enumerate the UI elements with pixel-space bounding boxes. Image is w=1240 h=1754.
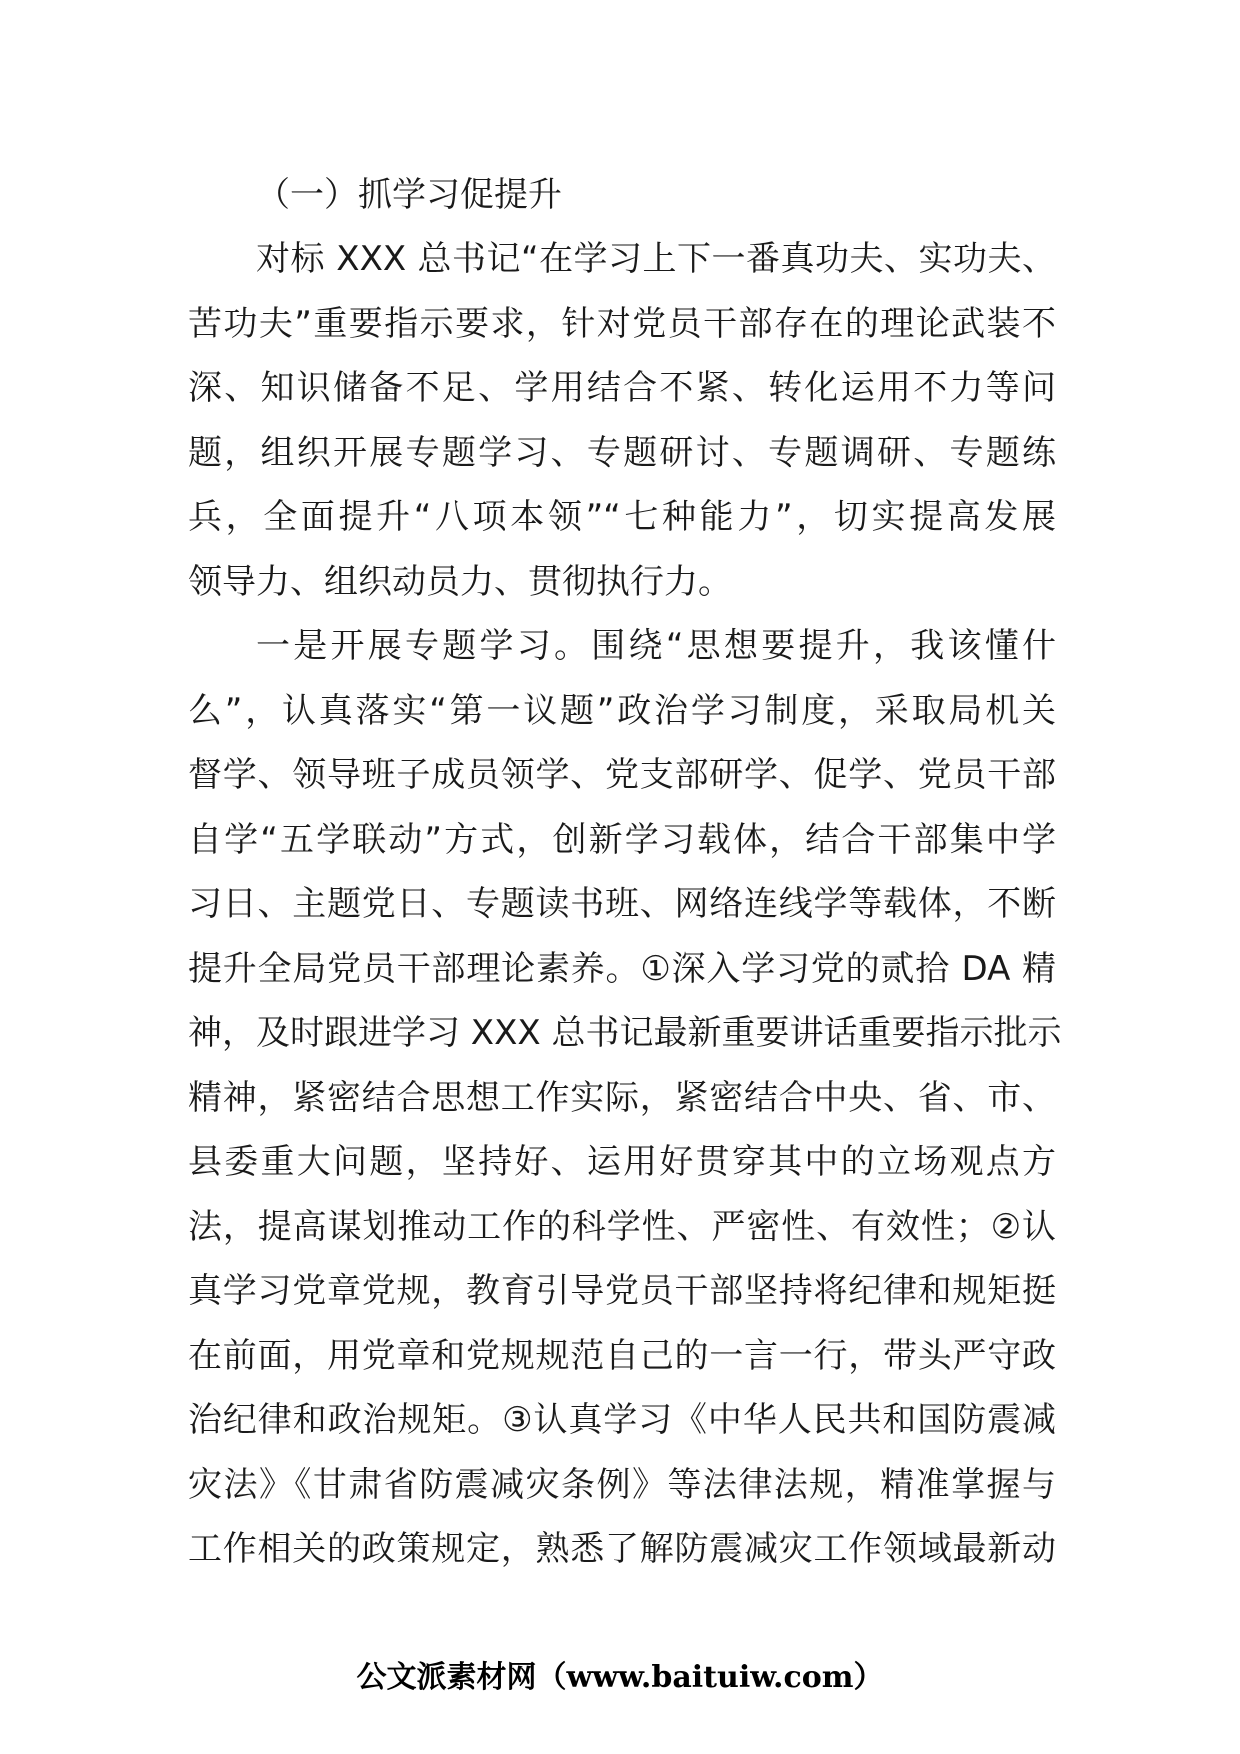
- paragraph-intro: [188, 227, 1056, 614]
- text-line: 对标 XXX 总书记“在学习上下一番真功夫、实功夫、: [256, 239, 1056, 279]
- document-body: [188, 163, 1062, 1582]
- text-line: 治纪律和政治规矩。③认真学习《中华人民共和国防震减: [188, 1400, 1056, 1440]
- text-line: 提升全局党员干部理论素养。①深入学习党的贰拾 DA 精: [188, 948, 1056, 989]
- text-line: 一是开展专题学习。围绕“思想要提升，我该懂什: [256, 626, 1056, 666]
- text-line: 么”，认真落实“第一议题”政治学习制度，采取局机关: [188, 690, 1056, 731]
- text-line: 兵，全面提升“八项本领”“七种能力”，切实提高发展: [188, 497, 1056, 537]
- text-line: 习日、主题党日、专题读书班、网络连线学等载体，不断: [188, 884, 1056, 924]
- text-line: 在前面，用党章和党规规范自己的一言一行，带头严守政: [188, 1335, 1056, 1376]
- paragraph-topic-study: [188, 614, 1062, 1582]
- text-line: 领导力、组织动员力、贯彻执行力。: [188, 561, 732, 602]
- text-line: 县委重大问题，坚持好、运用好贯穿其中的立场观点方: [188, 1142, 1056, 1182]
- text-line: 督学、领导班子成员领学、党支部研学、促学、党员干部: [188, 755, 1056, 795]
- footer-watermark: 公文派素材网（www.baituiw.com）: [356, 1660, 884, 1695]
- text-line: 法，提高谋划推动工作的科学性、严密性、有效性；②认: [188, 1206, 1056, 1247]
- text-line: 苦功夫”重要指示要求，针对党员干部存在的理论武装不: [188, 303, 1056, 344]
- text-line: 神，及时跟进学习 XXX 总书记最新重要讲话重要指示批示: [188, 1013, 1062, 1053]
- text-line: 工作相关的政策规定，熟悉了解防震减灾工作领域最新动: [188, 1529, 1056, 1569]
- text-line: 真学习党章党规，教育引导党员干部坚持将纪律和规矩挺: [188, 1271, 1056, 1311]
- text-line: 深、知识储备不足、学用结合不紧、转化运用不力等问: [188, 368, 1056, 408]
- text-line: 自学“五学联动”方式，创新学习载体，结合干部集中学: [188, 819, 1056, 860]
- text-line: 题，组织开展专题学习、专题研讨、专题调研、专题练: [188, 432, 1056, 473]
- text-line: 灾法》《甘肃省防震减灾条例》等法律法规，精准掌握与: [188, 1464, 1056, 1505]
- section-heading: （一）抓学习促提升: [256, 175, 562, 215]
- text-line: 精神，紧密结合思想工作实际，紧密结合中央、省、市、: [188, 1077, 1056, 1118]
